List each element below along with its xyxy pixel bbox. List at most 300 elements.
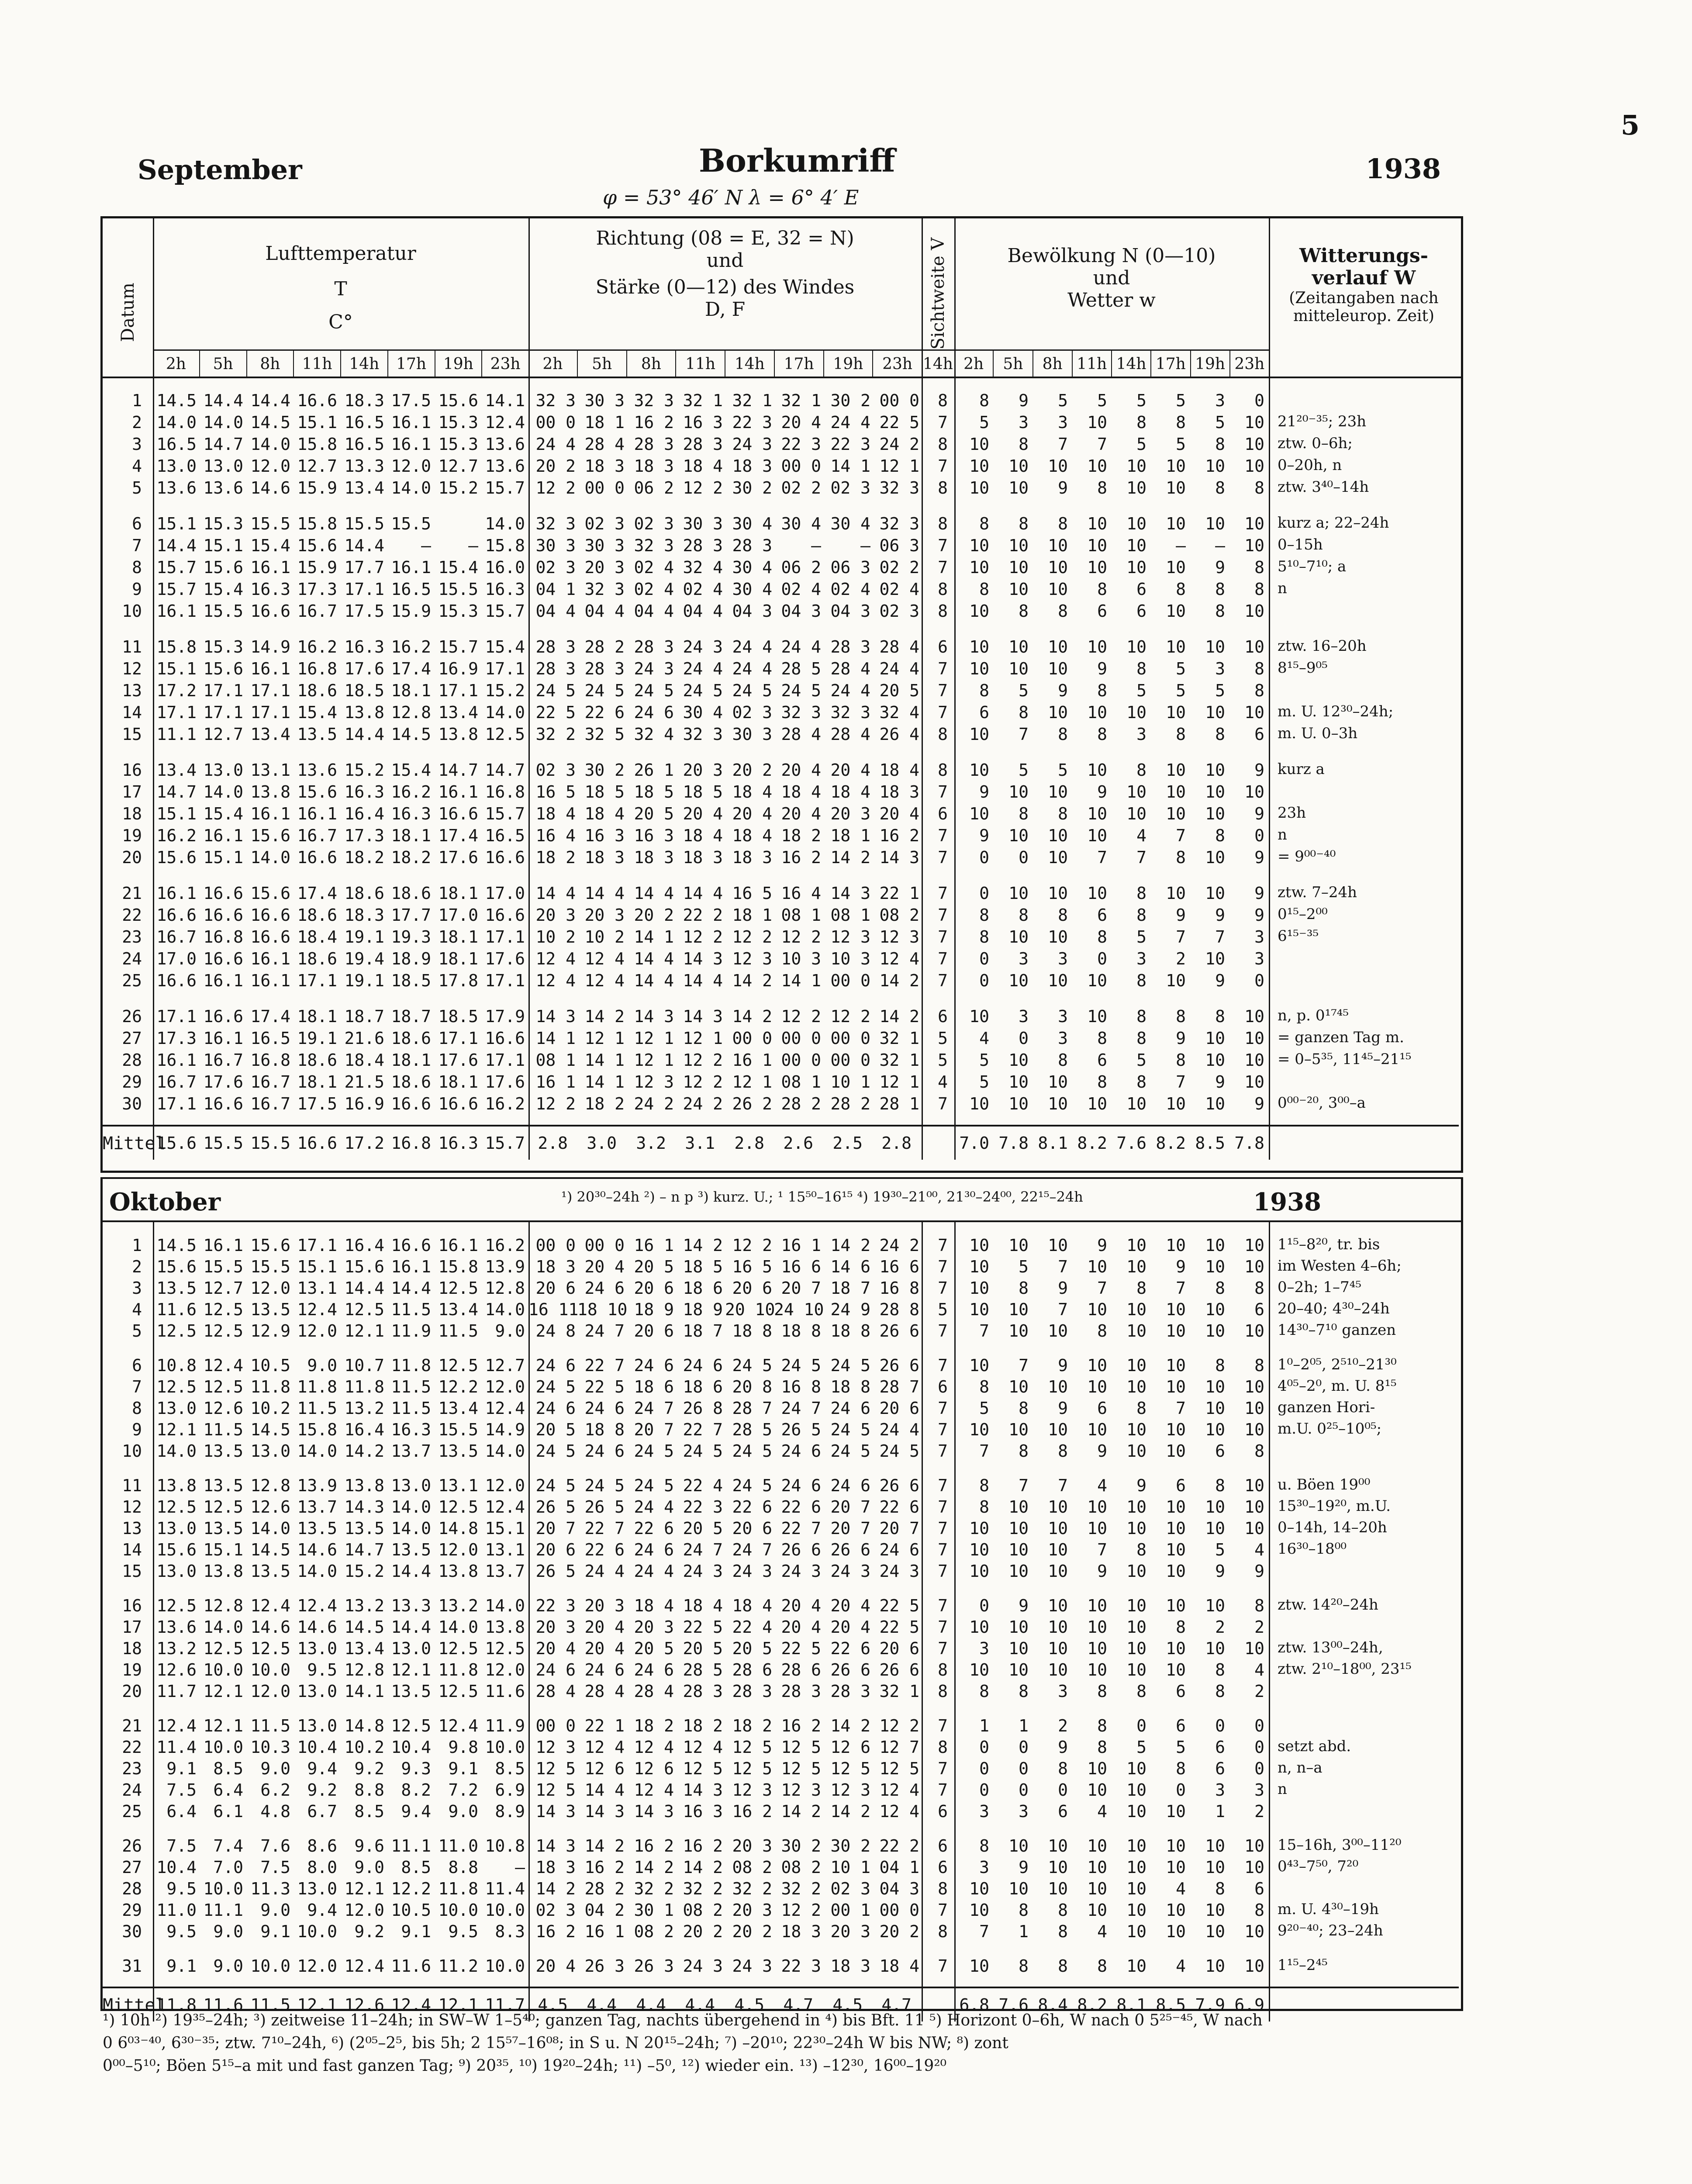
temperature-value: 10.2 [250,1399,290,1418]
temperature-value: 9.1 [401,1922,431,1941]
cloud-value: 7 [1019,1356,1029,1375]
cloud-value: 10 [1205,848,1225,867]
table-row [103,1802,1459,1821]
cloud-value: 10 [1205,1236,1225,1255]
cloud-value: 9 [1254,804,1264,823]
cloud-value: 6 [1254,1300,1264,1319]
cloud-value: 10 [969,478,989,498]
visibility-value: 7 [938,949,948,968]
cloud-value: 10 [1166,1540,1186,1559]
wind-value: 22 7 [683,1420,723,1439]
cloud-value: 9 [1254,1562,1264,1581]
cloud-value: 10 [1048,1660,1068,1679]
wind-value: 22 7 [584,1356,625,1375]
wind-value: 16 5 [732,1257,772,1276]
table-row [103,1279,1459,1298]
wind-value: 14 4 [584,884,625,903]
temperature-value: 17.2 [156,681,197,700]
cloud-value: 10 [1166,1356,1186,1375]
temperature-value: 11.3 [250,1879,290,1898]
hour-label: 19h [435,351,483,378]
temperature-value: 13.6 [485,456,525,476]
wind-value: 04 3 [830,601,870,621]
wind-value: 26 2 [732,1094,772,1113]
temperature-value: 12.4 [297,1596,337,1615]
visibility-value: 7 [938,1716,948,1735]
temperature-value: 16.1 [391,1257,431,1276]
temperature-value: 17.6 [485,1072,525,1092]
temperature-value: 16.3 [485,580,525,599]
weather-remark: n [1278,826,1287,843]
temperature-value: 10.8 [485,1836,525,1856]
wind-value: 14 2 [683,1236,723,1255]
cloud-value: 10 [1244,1420,1264,1439]
cloud-value: 10 [1087,1879,1107,1898]
temperature-value: 9.2 [354,1759,384,1778]
wind-value: 20 2 [535,456,576,476]
wind-value: 20 4 [584,1617,625,1637]
temperature-value: 13.4 [344,478,384,498]
temperature-value: 15.7 [485,804,525,823]
cloud-value: 8 [1215,580,1225,599]
cloud-value: 7 [1176,1279,1186,1298]
cloud-value: 10 [1008,1300,1029,1319]
temperature-value: 9.3 [401,1759,431,1778]
temperature-value: 12.4 [344,1956,384,1976]
visibility-value: 7 [938,1596,948,1615]
temperature-value: 10.0 [203,1738,243,1757]
table-row [103,971,1459,990]
column-divider [153,1220,154,2022]
cloud-value: 6 [1215,1759,1225,1778]
wind-value: 22 1 [584,1716,625,1735]
cloud-value: 10 [969,1236,989,1255]
temperature-value: 14.4 [391,1617,431,1637]
wind-value: 18 4 [732,826,772,845]
temperature-value: 7.0 [213,1858,243,1877]
temperature-value: 14.0 [297,1441,337,1461]
weather-line1: Witterungs- [1299,245,1428,267]
cloud-value: 10 [1008,826,1029,845]
weather-remark: m. U. 4³⁰–19h [1278,1901,1379,1918]
cloud-value: 6 [1215,1441,1225,1461]
datum-label: Datum [117,283,138,342]
september-year: 1938 [1365,153,1441,185]
wind-value: 32 3 [781,703,821,722]
wind-value: 22 5 [879,413,919,432]
mean-cloud: 8.1 [1038,1133,1068,1153]
temperature-value: 6.4 [166,1802,197,1821]
temperature-value: 12.0 [250,456,290,476]
cloud-value: 6 [1097,1399,1107,1418]
day-number: 11 [122,1476,142,1495]
temperature-value: 12.5 [485,1639,525,1658]
temperature-value: 12.4 [485,413,525,432]
temperature-value: 13.2 [156,1639,197,1658]
temperature-value: 16.1 [391,558,431,577]
temperature-value: 12.2 [438,1377,478,1396]
cloud-value: 8 [1136,1399,1146,1418]
wind-value: 18 4 [732,782,772,802]
wind-value: 18 7 [683,1321,723,1341]
temperature-value: 10.2 [344,1738,384,1757]
temperature-value: 14.5 [344,1617,384,1637]
day-number: 12 [122,659,142,678]
cloud-value: 5 [1136,391,1146,410]
wind-value: 14 3 [879,848,919,867]
hour-label: 19h [824,351,874,378]
wind-value: 12 3 [830,1780,870,1800]
temperature-value: 12.8 [203,1596,243,1615]
wind-value: 24 6 [781,1441,821,1461]
temperature-value: 16.7 [297,826,337,845]
cloud-value: 10 [1087,1420,1107,1439]
oktober-divider [103,1220,1461,1222]
cloud-value: 10 [1048,782,1068,802]
wind-value: 20 3 [584,558,625,577]
wind-value: 20 3 [584,905,625,925]
temperature-value: 14.9 [250,637,290,657]
cloud-value: 8 [1176,848,1186,867]
cloud-value: 10 [969,1007,989,1026]
cloud-value: 6 [1176,1716,1186,1735]
temperature-value: 12.0 [485,1377,525,1396]
cloud-value: 8 [1097,478,1107,498]
cloud-value: 10 [1205,1420,1225,1439]
table-row [103,1497,1459,1517]
wind-value: 12 2 [781,927,821,947]
visibility-value: 8 [938,1738,948,1757]
temperature-value: 10.4 [391,1738,431,1757]
table-row [103,804,1459,823]
cloud-value: 10 [969,1540,989,1559]
weather-remark: 20–40; 4³⁰–24h [1278,1300,1390,1317]
cloud-line1: Bewölkung N (0—10) [1007,245,1216,267]
hour-label: 19h [1191,351,1230,378]
cloud-value: 10 [1205,456,1225,476]
cloud-value: 5 [1215,413,1225,432]
temperature-value: 11.5 [203,1420,243,1439]
temperature-value: 16.9 [438,659,478,678]
temperature-value: 8.6 [307,1836,337,1856]
cloud-value: 5 [1136,927,1146,947]
cloud-value: 8 [1176,1617,1186,1637]
cloud-value: 10 [1126,1519,1146,1538]
cloud-value: 10 [1205,1836,1225,1856]
wind-value: 32 2 [732,1879,772,1898]
cloud-value: 10 [1126,1356,1146,1375]
wind-value: 32 1 [683,391,723,410]
cloud-value: 10 [1205,1257,1225,1276]
hour-label: 17h [775,351,824,378]
temperature-value: 19.1 [297,1029,337,1048]
wind-hours [528,349,922,378]
cloud-value: 2 [1254,1802,1264,1821]
temperature-value: 9.5 [166,1879,197,1898]
cloud-value: 10 [1126,1780,1146,1800]
wind-value: 08 2 [781,1858,821,1877]
wind-value: 28 3 [634,637,674,657]
visibility-value: 7 [938,1562,948,1581]
cloud-value: 3 [1254,927,1264,947]
temperature-value: 15.8 [297,435,337,454]
visibility-value: 7 [938,826,948,845]
temperature-value: 11.5 [391,1377,431,1396]
temperature-value: 13.4 [156,760,197,780]
wind-value: 18 3 [830,1956,870,1976]
wind-value: 24 8 [535,1321,576,1341]
wind-value: 26 5 [535,1562,576,1581]
day-number: 19 [122,826,142,845]
temperature-value: 15.6 [297,782,337,802]
temperature-value: 18.1 [297,1007,337,1026]
day-number: 22 [122,905,142,925]
cloud-value: 10 [1048,971,1068,990]
cloud-value: 3 [979,1639,989,1658]
temperature-value: 15.4 [438,558,478,577]
wind-value: 18 2 [634,1716,674,1735]
cloud-value: 10 [1205,884,1225,903]
cloud-value: 9 [1019,391,1029,410]
cloud-value: 8 [979,905,989,925]
temperature-value: 16.7 [203,1051,243,1070]
wind-value: 28 2 [584,1879,625,1898]
temperature-value: 13.6 [156,1617,197,1637]
wind-value: 18 1 [584,413,625,432]
temperature-value: 14.5 [156,1236,197,1255]
wind-value: 12 5 [879,1759,919,1778]
wind-value: 20 3 [535,1617,576,1637]
temperature-value: 18.7 [391,1007,431,1026]
cloud-value: — [1176,536,1186,555]
wind-value: 20 7 [535,1519,576,1538]
wind-value: 06 2 [781,558,821,577]
cloud-value: 10 [1008,1321,1029,1341]
wind-value: 24 3 [683,1562,723,1581]
table-row [103,1759,1459,1778]
wind-value: 20 5 [732,1639,772,1658]
temperature-value: 15.5 [250,514,290,533]
temperature-value: 12.7 [438,456,478,476]
wind-value: 14 3 [683,949,723,968]
wind-value: 24 4 [683,659,723,678]
temperature-value: 13.8 [156,1476,197,1495]
cloud-value: 10 [1244,1858,1264,1877]
cloud-value: 10 [1244,1956,1264,1976]
wind-value: 28 3 [683,435,723,454]
footnote-line: 0⁰⁰–5¹⁰; Böen 5¹⁵–a mit und fast ganzen Tag; ⁹) 20³⁵, ¹⁰) 19²⁰–24h; ¹¹) –5⁰, ¹²) wieder ein. ¹³) –12³⁰, 16⁰⁰–19²⁰ [103,2057,947,2075]
temperature-value: 12.1 [344,1879,384,1898]
cloud-value: 10 [969,1956,989,1976]
wind-value: 20 6 [634,1279,674,1298]
wind-value: 24 6 [535,1399,576,1418]
wind-value: 32 4 [634,725,674,744]
footnote-line: 0 6⁰³⁻⁴⁰, 6³⁰⁻³⁵; ztw. 7¹⁰–24h, ⁶) (2⁰⁵–2⁵, bis 5h; 2 15⁵⁷–16⁰⁸; in S u. N 20¹⁵–24h; ⁷) –20¹⁰; 22³⁰–24h W bis NW; ⁸) zont [103,2034,1008,2052]
wind-value: 08 1 [535,1051,576,1070]
cloud-value: 9 [1215,1072,1225,1092]
cloud-value: 8 [1097,1956,1107,1976]
mittel-label: Mittel [103,1995,166,2015]
cloud-value: 6 [1254,1879,1264,1898]
mittel-row [103,1133,1459,1153]
table-row [103,478,1459,498]
hour-label: 14h [923,355,953,373]
page-number: 5 [1620,109,1640,141]
table-row [103,1922,1459,1941]
mean-temperature: 11.7 [485,1995,525,2015]
temperature-value: 16.1 [203,826,243,845]
temperature-value: 4.8 [260,1802,290,1821]
wind-value: 18 3 [732,848,772,867]
table-row [103,1617,1459,1637]
day-number: 22 [122,1738,142,1757]
temperature-value: 15.4 [297,703,337,722]
wind-value: 22 6 [781,1497,821,1517]
temperature-value: 14.6 [250,1617,290,1637]
temperature-value: 12.4 [485,1497,525,1517]
cloud-value: 10 [1008,659,1029,678]
day-number: 13 [122,1519,142,1538]
cloud-value: 10 [969,1660,989,1679]
temperature-value: 12.4 [485,1399,525,1418]
visibility-value: 5 [938,1300,948,1319]
cloud-value: 10 [1008,1617,1029,1637]
wind-value: 04 4 [683,601,723,621]
mean-wind: 4.4 [685,1995,715,2015]
day-number: 2 [132,413,142,432]
wind-value: 10 2 [535,927,576,947]
cloud-value: 10 [1087,1596,1107,1615]
wind-value: 32 2 [683,1879,723,1898]
temperature-value: 12.0 [297,1321,337,1341]
wind-value: 30 3 [732,725,772,744]
wind-value: 24 3 [732,1956,772,1976]
wind-value: 24 3 [830,1562,870,1581]
wind-value: 20 4 [781,760,821,780]
cloud-value: 8 [1019,1279,1029,1298]
temperature-value: 11.1 [391,1836,431,1856]
cloud-value: 1 [1019,1716,1029,1735]
temperature-value: 12.0 [250,1682,290,1701]
cloud-value: 5 [1176,681,1186,700]
cloud-value: 8 [1136,884,1146,903]
cloud-value: 6 [1097,1051,1107,1070]
temperature-value: 16.1 [391,413,431,432]
visibility-value: 6 [938,637,948,657]
wind-value: 02 3 [634,514,674,533]
wind-value: 16 1 [535,1072,576,1092]
cloud-value: 8 [1058,1759,1068,1778]
wind-value: 24 4 [634,1497,674,1517]
wind-value: 24 5 [732,1441,772,1461]
temperature-value: 13.1 [485,1540,525,1559]
temperature-value: 10.4 [156,1858,197,1877]
cloud-value: 10 [1166,884,1186,903]
cloud-value: 8 [1254,478,1264,498]
temperature-value: 12.2 [391,1879,431,1898]
cloud-value: 9 [1254,884,1264,903]
cloud-value: 10 [1166,1497,1186,1517]
cloud-value: 10 [1205,1399,1225,1418]
cloud-value: 10 [969,1300,989,1319]
mean-wind: 4.5 [734,1995,764,2015]
temperature-value: 17.1 [438,681,478,700]
cloud-value: 3 [979,1802,989,1821]
day-number: 27 [122,1029,142,1048]
wind-value: 20 7 [634,1420,674,1439]
temperature-value: 15.9 [297,558,337,577]
temperature-value: 17.7 [344,558,384,577]
mean-cloud: 8.2 [1156,1133,1186,1153]
table-row [103,1660,1459,1679]
cloud-value: 10 [1205,760,1225,780]
temperature-value: 18.2 [391,848,431,867]
wind-value: 12 4 [584,1738,625,1757]
temperature-value: 11.5 [391,1300,431,1319]
temperature-value: 13.4 [438,703,478,722]
table-row [103,391,1459,410]
temperature-value: 16.3 [250,580,290,599]
mean-temperature: 15.7 [485,1133,525,1153]
day-number: 23 [122,927,142,947]
cloud-value: 7 [1058,435,1068,454]
temperature-value: 12.0 [250,1279,290,1298]
day-number: 31 [122,1956,142,1976]
wind-value: 14 1 [535,1029,576,1048]
temperature-value: 13.0 [297,1879,337,1898]
cloud-value: 9 [1097,782,1107,802]
wind-line1: Richtung (08 = E, 32 = N) [596,227,854,249]
cloud-value: 10 [1244,413,1264,432]
temperature-value: 13.0 [297,1639,337,1658]
temperature-value: 9.4 [307,1759,337,1778]
temperature-value: 16.6 [203,905,243,925]
day-number: 3 [132,435,142,454]
weather-remark: ztw. 14²⁰–24h [1278,1596,1378,1614]
cloud-value: 10 [1048,1497,1068,1517]
cloud-value: 10 [1126,1562,1146,1581]
wind-value: 22 6 [584,703,625,722]
temperature-value: 15.5 [438,580,478,599]
temperature-value: 16.1 [391,435,431,454]
temperature-value: 11.8 [438,1660,478,1679]
wind-value: 24 4 [879,1420,919,1439]
temperature-value: 17.8 [438,971,478,990]
wind-value: 30 2 [781,1836,821,1856]
temperature-value: 16.3 [344,637,384,657]
cloud-value: 8 [1058,905,1068,925]
mean-temperature: 16.6 [297,1133,337,1153]
wind-value: 02 3 [830,1879,870,1898]
cloud-value: 10 [1008,580,1029,599]
cloud-value: 10 [1244,1519,1264,1538]
cloud-value: 10 [1205,1300,1225,1319]
hour-label: 2h [954,351,994,378]
temperature-value: 16.8 [297,659,337,678]
temperature-value: 10.0 [203,1660,243,1679]
wind-value: 16 2 [634,413,674,432]
cloud-value: 10 [1166,760,1186,780]
temperature-value: 18.6 [297,681,337,700]
temperature-value: 16.7 [250,1072,290,1092]
wind-value: 12 6 [634,1759,674,1778]
wind-value: 00 0 [535,1236,576,1255]
temperature-value: 14.0 [203,782,243,802]
table-row [103,760,1459,780]
temperature-value: 15.1 [203,848,243,867]
temperature-value: 14.3 [344,1497,384,1517]
wind-value: 12 2 [781,1007,821,1026]
